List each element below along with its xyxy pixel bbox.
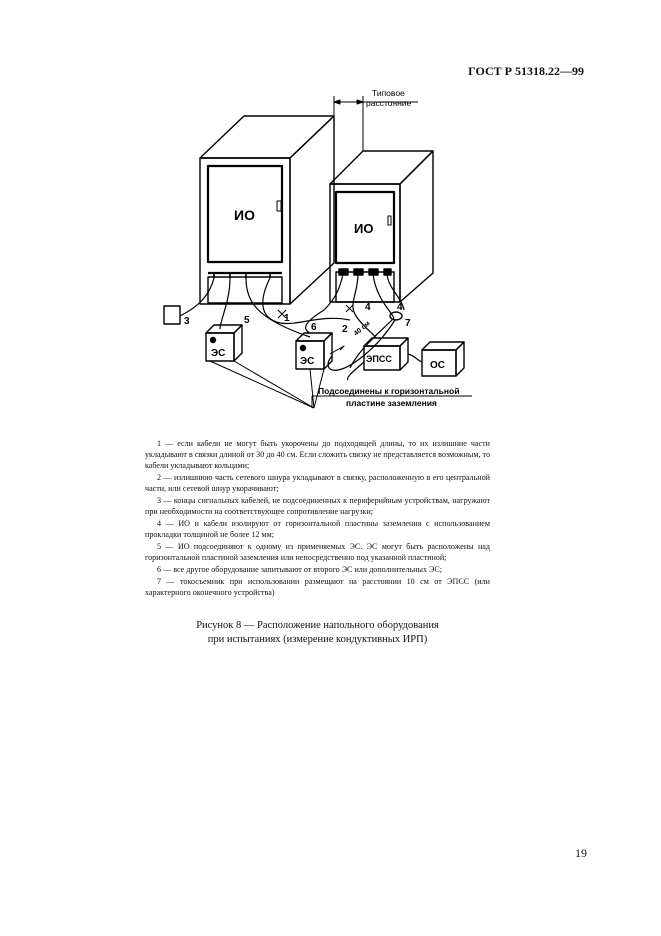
page-number: 19 xyxy=(575,846,587,860)
callout-1: 1 xyxy=(284,313,290,324)
callout-5: 5 xyxy=(244,315,250,326)
ground-connection-label-2: пластине заземления xyxy=(346,398,437,408)
right-eut-cabinet xyxy=(330,151,433,302)
left-eut-cabinet xyxy=(200,116,334,304)
es-left-label: ЭС xyxy=(211,348,226,359)
typical-distance-label-1: Типовое xyxy=(372,88,405,98)
terminated-load-box xyxy=(164,306,180,324)
epss-label: ЭПСС xyxy=(366,354,392,364)
callout-4a: 4 xyxy=(365,302,371,313)
typical-distance-label-2: расстояние xyxy=(366,98,412,108)
equipment-layout-figure xyxy=(150,88,480,416)
figure-caption xyxy=(145,619,490,647)
es-middle-label: ЭС xyxy=(300,356,315,367)
caption-line-1: Рисунок 8 — Расположение напольного оборудования xyxy=(196,620,439,631)
ground-connection-label-1: Подсоединены к горизонтальной xyxy=(318,386,460,396)
eut-left-label: ИО xyxy=(234,207,255,223)
note-5: 5 — ИО подсоединяют к одному из применяемых ЭС. ЭС могут быть расположены над горизонтальной пластиной заземления или непосредственно под указанной пластиной; xyxy=(145,542,490,562)
note-4: 4 — ИО и кабели изолируют от горизонтальной пластины заземления с использованием прокладки толщиной не более 12 мм; xyxy=(145,519,490,539)
note-6: 6 — все другое оборудование запитывают от второго ЭС или дополнительных ЭС; xyxy=(157,565,443,574)
note-1: 1 — если кабели не могут быть укорочены до подходящей длины, то их излишние части укладывают в связки длиной от 30 до 40 см. Если сложить связку не представляется возможным, то кабели укладывают кольцами; xyxy=(145,439,490,470)
note-3: 3 — концы сигнальных кабелей, не подсоединенных к периферийным устройствам, нагружают при необходимости на соответствующее сопротивление нагрузки; xyxy=(145,496,490,516)
callout-4b: 4 xyxy=(397,302,403,313)
standard-code: ГОСТ Р 51318.22—99 xyxy=(468,64,584,78)
distance-40cm-label: 40 см xyxy=(352,320,372,338)
callout-2: 2 xyxy=(342,324,348,335)
eut-right-label: ИО xyxy=(354,221,374,236)
current-probe xyxy=(390,312,402,320)
figure-notes xyxy=(145,438,490,599)
caption-line-2: при испытаниях (измерение кондуктивных ИРП) xyxy=(207,634,428,645)
note-7: 7 — токосъемник при использовании размещают на расстоянии 10 см от ЭПСС (или характерного оконечного устройства) xyxy=(145,577,490,597)
callout-7: 7 xyxy=(405,318,411,329)
note-2: 2 — излишнюю часть сетевого шнура укладывают в связку, расположенную в его центральной части, или сетевой шнур укорачивают; xyxy=(145,473,490,493)
callout-3: 3 xyxy=(184,316,190,327)
callout-6: 6 xyxy=(311,322,317,333)
os-label: ОС xyxy=(430,360,445,371)
